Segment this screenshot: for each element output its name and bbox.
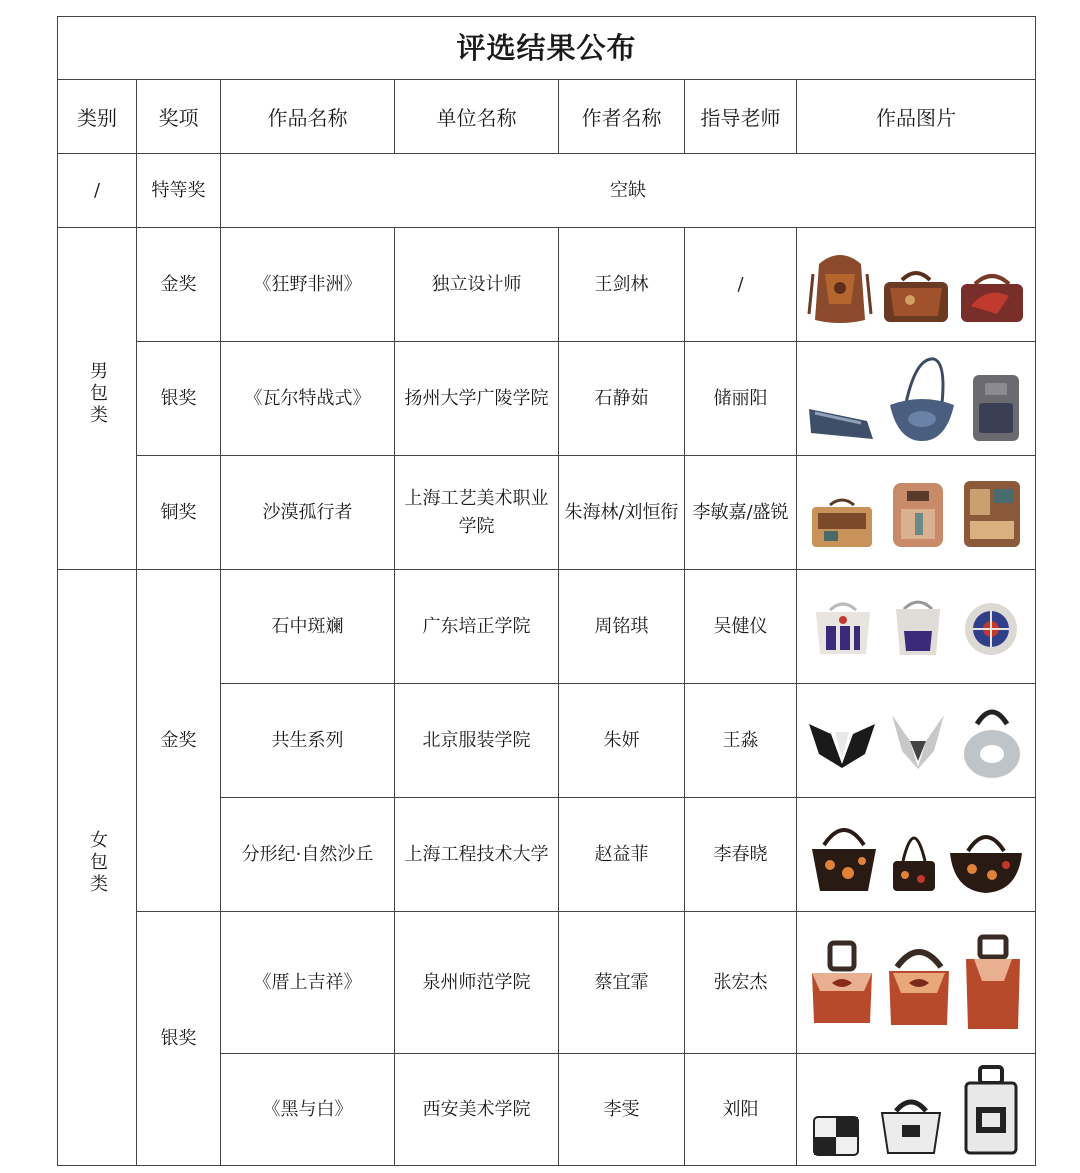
work-name: 《狂野非洲》	[221, 228, 395, 342]
work-name: 分形纪·自然沙丘	[221, 798, 395, 912]
header-teacher: 指导老师	[685, 80, 797, 154]
teacher-name: 张宏杰	[685, 912, 797, 1054]
saddle-bag-icon	[886, 353, 958, 445]
teacher-name: 王淼	[685, 684, 797, 798]
teacher-name: 刘阳	[685, 1054, 797, 1166]
sculptural-bag-icon	[886, 711, 950, 771]
author-name: 石静茹	[559, 342, 685, 456]
author-name: 蔡宜霏	[559, 912, 685, 1054]
backpack-icon	[805, 244, 875, 326]
teacher-name: 李春晓	[685, 798, 797, 912]
sling-bag-icon	[807, 395, 877, 445]
header-work: 作品名称	[221, 80, 395, 154]
unit-name: 西安美术学院	[395, 1054, 559, 1166]
ring-bag-icon	[959, 700, 1025, 782]
work-name: 沙漠孤行者	[221, 456, 395, 570]
men-category-cell	[58, 228, 137, 570]
unit-name: 北京服装学院	[395, 684, 559, 798]
work-image	[797, 570, 1036, 684]
table-row	[58, 570, 1036, 684]
table-row	[58, 456, 1036, 570]
work-image	[797, 342, 1036, 456]
handbag-icon	[948, 821, 1024, 895]
award: 铜奖	[137, 456, 221, 570]
work-image	[797, 456, 1036, 570]
author-name: 朱妍	[559, 684, 685, 798]
unit-name: 上海工程技术大学	[395, 798, 559, 912]
header-award: 奖项	[137, 80, 221, 154]
header-unit: 单位名称	[395, 80, 559, 154]
work-name: 《黑与白》	[221, 1054, 395, 1166]
header-row	[58, 80, 1036, 154]
handbag-icon	[808, 939, 876, 1027]
work-image	[797, 1054, 1036, 1166]
work-image	[797, 684, 1036, 798]
unit-name: 上海工艺美术职业学院	[395, 456, 559, 570]
teacher-name: 李敏嘉/盛锐	[685, 456, 797, 570]
table-row	[58, 342, 1036, 456]
author-name: 朱海林/刘恒衔	[559, 456, 685, 570]
author-name: 王剑林	[559, 228, 685, 342]
unit-name: 扬州大学广陵学院	[395, 342, 559, 456]
backpack-icon	[967, 369, 1025, 445]
special-category: /	[58, 154, 137, 228]
handbag-icon	[808, 815, 880, 895]
tote-icon	[878, 1091, 944, 1157]
author-name: 周铭琪	[559, 570, 685, 684]
handbag-icon	[885, 937, 953, 1029]
work-image	[797, 912, 1036, 1054]
special-note: 空缺	[221, 154, 1036, 228]
bucket-bag-icon	[890, 595, 946, 659]
teacher-name: /	[685, 228, 797, 342]
author-name: 赵益菲	[559, 798, 685, 912]
women-silver-award: 银奖	[137, 912, 221, 1166]
unit-name: 泉州师范学院	[395, 912, 559, 1054]
header-image: 作品图片	[797, 80, 1036, 154]
author-name: 李雯	[559, 1054, 685, 1166]
clutch-icon	[812, 1113, 860, 1157]
handbag-icon	[880, 266, 952, 326]
handbag-icon	[810, 596, 876, 658]
results-table	[57, 16, 1036, 1166]
backpack-icon	[887, 479, 949, 549]
handbag-icon	[957, 266, 1027, 326]
women-gold-award: 金奖	[137, 570, 221, 912]
unit-name: 独立设计师	[395, 228, 559, 342]
teacher-name: 储丽阳	[685, 342, 797, 456]
award: 银奖	[137, 342, 221, 456]
work-name: 《瓦尔特战式》	[221, 342, 395, 456]
backpack-icon	[960, 477, 1024, 549]
work-image	[797, 798, 1036, 912]
unit-name: 广东培正学院	[395, 570, 559, 684]
messenger-bag-icon	[808, 495, 876, 549]
shoulder-bag-icon	[889, 815, 939, 895]
men-category: 男包类	[87, 361, 108, 427]
special-award: 特等奖	[137, 154, 221, 228]
table-row	[58, 228, 1036, 342]
work-name: 共生系列	[221, 684, 395, 798]
handbag-icon	[962, 933, 1024, 1033]
table-row	[58, 912, 1036, 1054]
teacher-name: 吴健仪	[685, 570, 797, 684]
round-bag-icon	[960, 596, 1022, 658]
sculptural-bag-icon	[807, 714, 877, 768]
work-name: 石中斑斓	[221, 570, 395, 684]
women-category: 女包类	[87, 830, 108, 896]
page-title: 评选结果公布	[58, 17, 1036, 80]
award: 金奖	[137, 228, 221, 342]
table-row	[58, 154, 1036, 228]
backpack-icon	[962, 1063, 1020, 1157]
work-name: 《厝上吉祥》	[221, 912, 395, 1054]
work-image	[797, 228, 1036, 342]
header-category: 类别	[58, 80, 137, 154]
women-category-cell	[58, 570, 137, 1166]
header-author: 作者名称	[559, 80, 685, 154]
